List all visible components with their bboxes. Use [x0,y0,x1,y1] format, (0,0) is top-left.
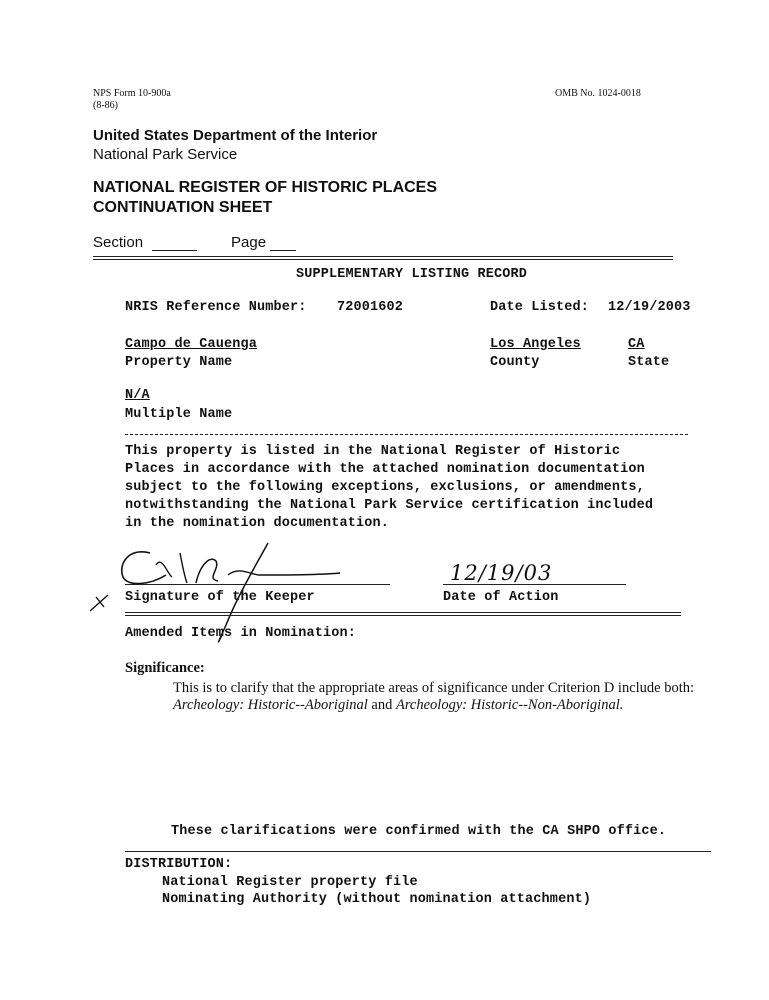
date-action-label: Date of Action [443,590,559,605]
distribution-item: Nominating Authority (without nomination attachment) [162,892,592,907]
form-number: NPS Form 10-900a [93,88,171,99]
page-subtitle: CONTINUATION SHEET [93,199,273,216]
date-listed-value: 12/19/2003 [608,300,691,315]
property-name-label: Property Name [125,355,233,370]
state-value: CA [628,337,645,352]
page-title: NATIONAL REGISTER OF HISTORIC PLACES [93,179,438,196]
statement-line-2: Places in accordance with the attached nomination documentation [125,462,645,477]
section-label: Section [93,234,144,251]
term-aboriginal: Archeology: Historic--Aboriginal [173,697,368,713]
distribution-item: National Register property file [162,875,418,890]
handwritten-date: 12/19/03 [450,561,553,585]
term-non-aboriginal: Archeology: Historic--Non-Aboriginal. [395,697,624,713]
statement-line-5: in the nomination documentation. [125,516,390,531]
statement-line-1: This property is listed in the National Register of Historic [125,444,621,459]
nris-value: 72001602 [337,300,404,315]
agency-name: National Park Service [93,146,238,163]
significance-heading: Significance: [125,660,205,676]
signature-divider [125,612,681,616]
page-label: Page [231,234,267,251]
amended-label: Amended Items in Nomination: [125,626,357,641]
signature-line [125,584,390,585]
statement-line-4: notwithstanding the National Park Service certification included [125,498,654,513]
date-action-line [443,584,626,585]
header-divider [93,256,673,260]
distribution-divider [125,851,711,852]
term-conjunction: and [367,697,396,713]
multiple-name-label: Multiple Name [125,407,233,422]
section-blank [152,250,197,251]
multiple-name-value: N/A [125,388,150,403]
page-blank [270,250,296,251]
keeper-label: Signature of the Keeper [125,590,315,605]
county-value: Los Angeles [490,337,581,352]
distribution-label: DISTRIBUTION: [125,857,233,872]
dashed-divider [125,434,688,435]
date-listed-label: Date Listed: [490,300,590,315]
significance-text: This is to clarify that the appropriate areas of significance under Criterion D include both: [173,680,695,696]
property-name-value: Campo de Cauenga [125,337,258,352]
county-label: County [490,355,540,370]
statement-line-3: subject to the following exceptions, exclusions, or amendments, [125,480,645,495]
significance-terms [173,697,623,714]
nris-label: NRIS Reference Number: [125,300,307,315]
form-date: (8-86) [93,100,118,111]
state-label: State [628,355,670,370]
department-name: United States Department of the Interior [93,127,378,144]
omb-number: OMB No. 1024-0018 [555,88,641,99]
record-heading: SUPPLEMENTARY LISTING RECORD [296,267,528,282]
confirmation-note: These clarifications were confirmed with the CA SHPO office. [171,824,667,839]
